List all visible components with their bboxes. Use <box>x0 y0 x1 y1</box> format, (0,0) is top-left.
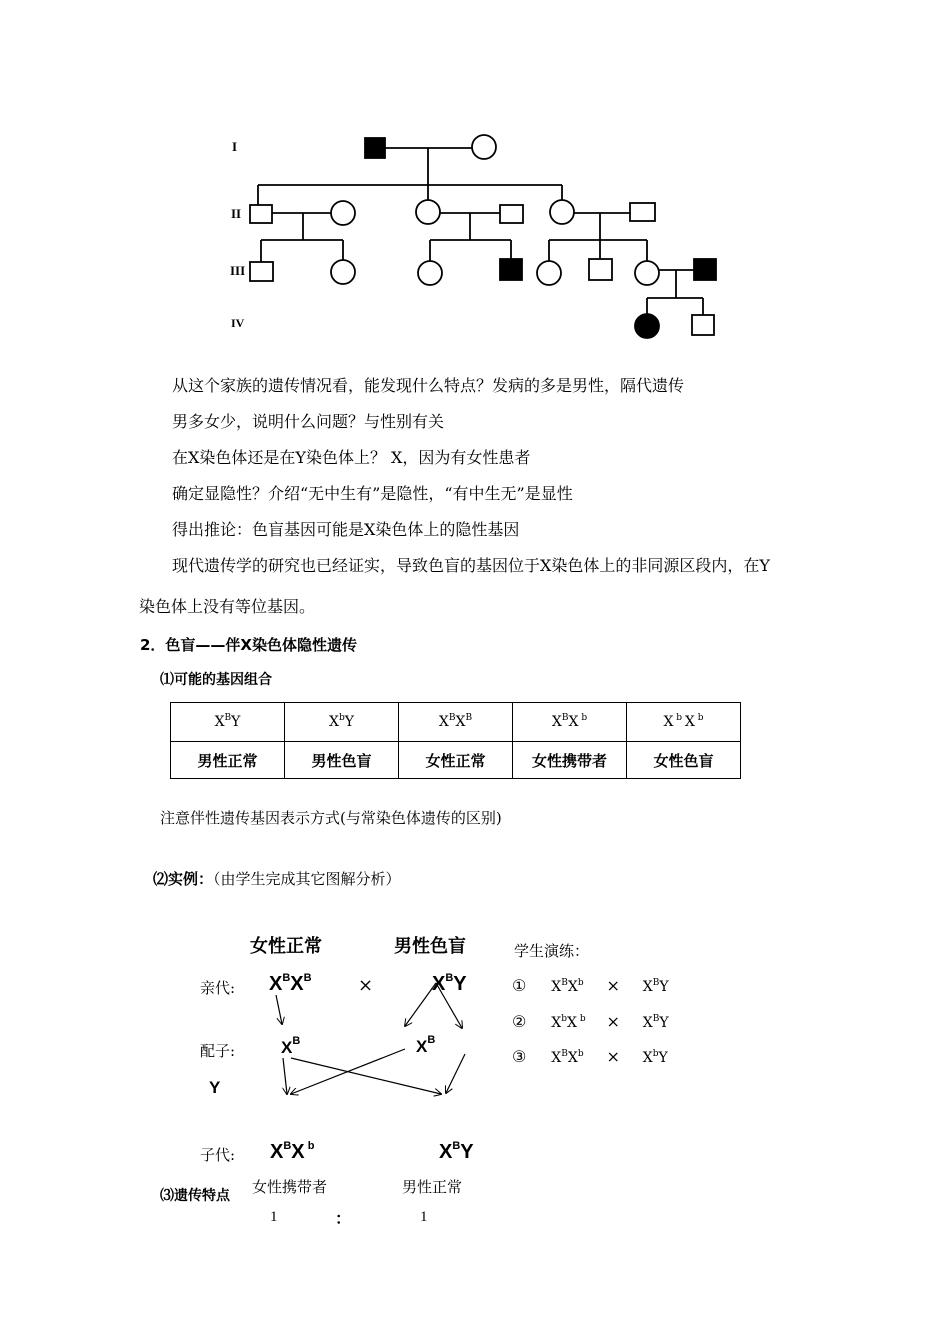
parent-row-label: 亲代: <box>200 979 236 997</box>
offspring-male-genotype: $X^BY$ <box>439 1140 474 1163</box>
offspring-female-genotype: $X^BX$ $^b$ <box>270 1140 315 1163</box>
father-phenotype: 男性色盲 <box>394 936 466 957</box>
paragraph-7: 染色体上没有等位基因。 <box>139 597 316 616</box>
ratio-right: 1 <box>420 1209 428 1225</box>
generation-label-4: IV <box>231 316 245 330</box>
phenotype-cell: 女性携带者 <box>513 742 627 779</box>
genotype-cell: $X^BX^B$ <box>399 703 513 742</box>
mother-genotype: $X^BX^B$ <box>269 972 312 995</box>
practice-item: ① $X^BX^b \times X^BY$ <box>512 976 669 995</box>
phenotype-cell: 女性色盲 <box>627 742 741 779</box>
paragraph-6: 现代遗传学的研究也已经证实，导致色盲的基因位于X染色体上的非同源区段内，在Y <box>172 556 770 575</box>
section-heading: 2．色盲——伴X染色体隐性遗传 <box>140 636 358 654</box>
practice-title: 学生演练： <box>514 942 590 960</box>
genotype-cell: $X^BX$ $^b$ <box>513 703 627 742</box>
phenotype-cell: 女性正常 <box>399 742 513 779</box>
example-heading: ⑵实例： <box>153 870 214 888</box>
cross-symbol: × <box>358 975 374 996</box>
genotype-cell: $X^bY$ <box>285 703 399 742</box>
ratio-colon: ： <box>335 1209 352 1228</box>
phenotype-cell: 男性正常 <box>171 742 285 779</box>
paragraph-3: 在X染色体还是在Y染色体上？ X，因为有女性患者 <box>172 448 531 467</box>
phenotype-cell: 男性色盲 <box>285 742 399 779</box>
father-genotype: $X^BY$ <box>432 972 467 995</box>
paragraph-1: 从这个家族的遗传情况看，能发现什么特点？发病的多是男性，隔代遗传 <box>172 376 685 395</box>
subsection-heading-1: ⑴可能的基因组合 <box>160 672 272 688</box>
generation-label-2: II <box>231 206 242 221</box>
generation-label-1: I <box>232 139 238 154</box>
gamete-row-label: 配子: <box>200 1042 236 1060</box>
paragraph-5: 得出推论：色盲基因可能是X染色体上的隐性基因 <box>172 520 520 539</box>
genotype-cell: $X^BY$ <box>171 703 285 742</box>
offspring-row-label: 子代: <box>200 1146 236 1164</box>
father-gamete-y: Y <box>209 1078 221 1097</box>
generation-label-3: III <box>230 263 246 278</box>
offspring-female-phenotype: 女性携带者 <box>252 1178 328 1196</box>
example-heading-note: （由学生完成其它图解分析） <box>213 870 401 888</box>
father-gamete-x: $X^B$ <box>416 1034 436 1056</box>
paragraph-2: 男多女少，说明什么问题？与性别有关 <box>172 412 445 431</box>
mother-phenotype: 女性正常 <box>250 936 322 957</box>
paragraph-4: 确定显隐性？介绍“无中生有”是隐性，“有中生无”是显性 <box>172 484 573 503</box>
offspring-male-phenotype: 男性正常 <box>402 1178 463 1196</box>
practice-item: ② $X^bX$ $^b \times X^BY$ <box>512 1012 669 1031</box>
ratio-left: 1 <box>270 1209 278 1225</box>
mother-gamete: $X^B$ <box>281 1035 301 1057</box>
note-text: 注意伴性遗传基因表示方式(与常染色体遗传的区别) <box>160 809 502 827</box>
subsection-heading-3: ⑶遗传特点 <box>160 1188 230 1204</box>
practice-item: ③ $X^BX^b \times X^bY$ <box>512 1047 668 1066</box>
genotype-cell: X $^b$ X $^b$ <box>627 703 741 742</box>
